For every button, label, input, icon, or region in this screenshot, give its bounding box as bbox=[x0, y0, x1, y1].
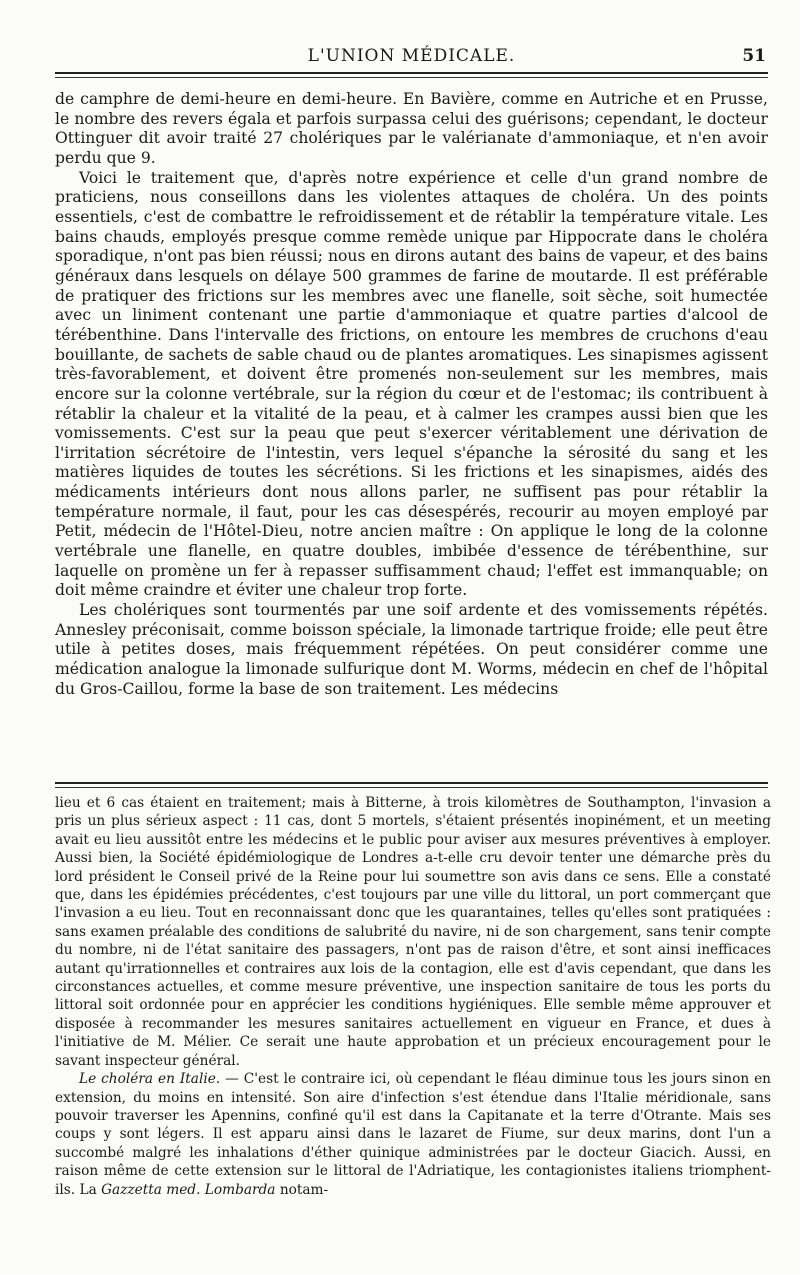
section-heading: Le choléra en Italie. bbox=[79, 1071, 221, 1088]
header-rule bbox=[55, 72, 768, 74]
footnote-separator-thin bbox=[55, 787, 768, 788]
paragraph-tail: notam- bbox=[275, 1181, 329, 1198]
footnote-paragraph bbox=[55, 1070, 771, 1199]
header-rule-thin bbox=[55, 77, 768, 78]
paragraph-body: — C'est le contraire ici, où cependant le fléau diminue tous les jours sinon en extension, du moins en intensité. Son aire d'infection s'est étendue dans l'Italie méridionale, sans pouvoir traverser les Apennins, confiné qu'il est dans la Capitanate et la terre d'Otrante. Mais ses coups y sont légers. Il est apparu ainsi dans le lazaret de Fiume, sur deux marins, dont l'un a succombé malgré les inhalations d'éther quinique administrées par le docteur Giacich. Aussi, en raison même de cette extension sur le littoral de l'Adriatique, les contagionistes italiens triomphent-ils. La bbox=[55, 1071, 771, 1198]
running-title: L'UNION MÉDICALE. bbox=[307, 46, 516, 66]
footnote-separator bbox=[55, 782, 768, 784]
footnote-paragraph: lieu et 6 cas étaient en traitement; mais à Bitterne, à trois kilomètres de Southampton, l'invasion a pris un plus sérieux aspect : 11 cas, dont 5 mortels, s'étaient présentés inopinément, et un meeting avait eu lieu aussitôt entre les médecins et le public pour aviser aux mesures préventives à employer. Aussi bien, la Société épidémiologique de Londres a-t-elle cru devoir tenter une démarche près du lord président le Conseil privé de la Reine pour lui soumettre son avis dans ce sens. Elle a constaté que, dans les épidémies précédentes, c'est toujours par une ville du littoral, un port commerçant que l'invasion a eu lieu. Tout en reconnaissant donc que les quarantaines, telles qu'elles sont pratiquées : sans examen préalable des conditions de salubrité du navire, ni de son chargement, sans tenir compte du nombre, ni de l'état sanitaire des passagers, n'ont pas de raison d'être, et sont ainsi inefficaces autant qu'irrationnelles et contraires aux lois de la contagion, elle est d'avis cependant, que dans les circonstances actuelles, et comme mesure préventive, une inspection sanitaire de tous les ports du littoral soit ordonnée pour en apprécier les conditions hygiéniques. Elle semble même approuver et disposée à recommander les mesures sanitaires actuellement en vigueur en France, et dues à l'initiative de M. Mélier. Ce serait une haute approbation et un précieux encouragement pour le savant inspecteur général. bbox=[55, 795, 771, 1069]
paragraph: de camphre de demi-heure en demi-heure. En Bavière, comme en Autriche et en Prusse, le nombre des revers égala et parfois surpassa celui des guérisons; cependant, le docteur Ottinguer dit avoir traité 27 cholériques par le valérianate d'ammoniaque, et n'en avoir perdu que 9. bbox=[55, 90, 768, 167]
paragraph: Voici le traitement que, d'après notre expérience et celle d'un grand nombre de praticiens, nous conseillons dans les violentes attaques de choléra. Un des points essentiels, c'est de combattre le refroidissement et de rétablir la température vitale. Les bains chauds, employés presque comme remède unique par Hippocrate dans le choléra sporadique, n'ont pas bien réussi; nous en dirons autant des bains de vapeur, et des bains généraux dans lesquels on délaye 500 grammes de farine de moutarde. Il est préférable de pratiquer des frictions sur les membres avec une flanelle, soit sèche, soit humectée avec un liniment contenant une partie d'ammoniaque et quatre parties d'alcool de térébenthine. Dans l'intervalle des frictions, on entoure les membres de cruchons d'eau bouillante, de sachets de sable chaud ou de plantes aromatiques. Les sinapismes agissent très-favorablement, et doivent être promenés non-seulement sur les membres, mais encore sur la colonne vertébrale, sur la région du cœur et de l'estomac; ils contribuent à rétablir la chaleur et la vitalité de la peau, et à calmer les crampes aussi bien que les vomissements. C'est sur la peau que peut s'exercer véritablement une dérivation de l'irritation sécrétoire de l'intestin, vers lequel s'épanche la sérosité du sang et les matières liquides de toutes les sécrétions. Si les frictions et les sinapismes, aidés des médicaments intérieurs dont nous allons parler, ne suffisent pas pour rétablir la température normale, il faut, pour les cas désespérés, recourir au moyen employé par Petit, médecin de l'Hôtel-Dieu, notre ancien maître : On applique le long de la colonne vertébrale une flanelle, en quatre doubles, imbibée d'essence de térébenthine, sur laquelle on promène un fer à repasser suffisamment chaud; l'effet est immanquable; on doit même craindre et éviter une chaleur trop forte. bbox=[55, 168, 768, 600]
page-header bbox=[55, 44, 768, 70]
journal-name: Gazzetta med. Lombarda bbox=[101, 1181, 276, 1198]
paragraph: Les cholériques sont tourmentés par une soif ardente et des vomissements répétés. Annesley préconisait, comme boisson spéciale, la limonade tartrique froide; elle peut être utile à petites doses, mais fréquemment répétées. On peut considérer comme une médication analogue la limonade sulfurique dont M. Worms, médecin en chef de l'hôpital du Gros-Caillou, forme la base de son traitement. Les médecins bbox=[55, 601, 768, 698]
page-number: 51 bbox=[742, 46, 766, 66]
main-article-text bbox=[55, 90, 768, 699]
feuilleton-text bbox=[55, 794, 771, 1199]
